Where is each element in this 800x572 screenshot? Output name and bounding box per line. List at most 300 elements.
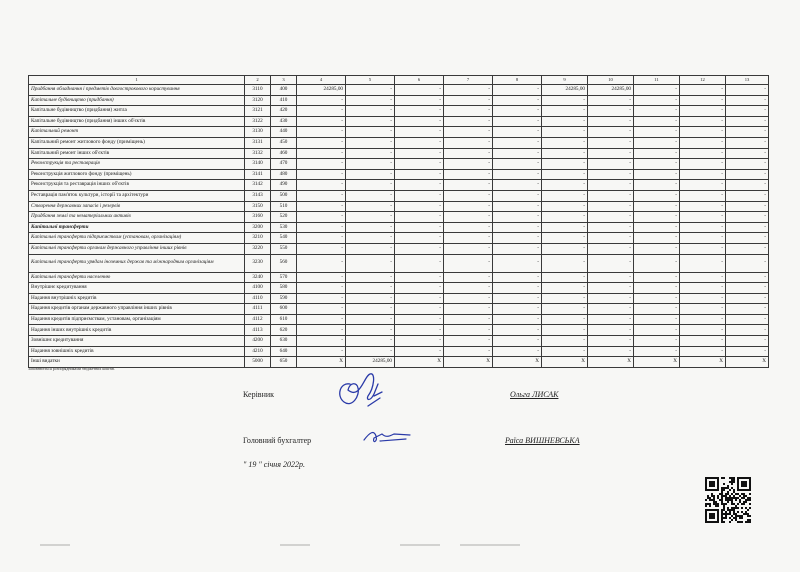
report-table (28, 75, 769, 368)
value-cell: - (726, 159, 769, 170)
value-cell: - (493, 95, 542, 106)
value-cell: - (726, 212, 769, 223)
value-cell: - (346, 243, 395, 254)
kekv-code: 4112 (245, 314, 271, 325)
value-cell: - (297, 243, 346, 254)
value-cell: - (634, 243, 680, 254)
value-cell: - (395, 254, 444, 272)
value-cell: - (588, 336, 634, 347)
value-cell: - (588, 293, 634, 304)
kekv-code: 3122 (245, 116, 271, 127)
value-cell: - (726, 325, 769, 336)
table-body (29, 85, 769, 368)
value-cell: - (444, 159, 493, 170)
value-cell: - (680, 283, 726, 294)
value-cell: - (395, 95, 444, 106)
value-cell: - (634, 159, 680, 170)
value-cell: - (444, 272, 493, 283)
value-cell: - (588, 222, 634, 233)
value-cell: - (444, 293, 493, 304)
value-cell: - (588, 116, 634, 127)
value-cell: - (680, 336, 726, 347)
value-cell: - (726, 283, 769, 294)
table-row (29, 314, 769, 325)
row-name: Надання внутрішніх кредитів (29, 293, 245, 304)
row-name: Капітальний ремонт житлового фонду (приміщень) (29, 137, 245, 148)
value-cell: - (346, 137, 395, 148)
kekv-code: 4210 (245, 346, 271, 357)
table-row (29, 336, 769, 347)
value-cell: - (346, 222, 395, 233)
value-cell: - (634, 137, 680, 148)
row-name: Зовнішнє кредитування (29, 336, 245, 347)
value-cell: - (588, 233, 634, 244)
value-cell: - (444, 169, 493, 180)
value-cell: - (680, 325, 726, 336)
value-cell: - (493, 233, 542, 244)
accountant-name: Раїса ВИШНЕВСЬКА (505, 436, 580, 445)
value-cell: - (588, 201, 634, 212)
value-cell: - (444, 243, 493, 254)
value-cell: - (297, 272, 346, 283)
value-cell: - (542, 222, 588, 233)
value-cell: - (493, 159, 542, 170)
value-cell: - (395, 190, 444, 201)
value-cell: - (395, 148, 444, 159)
line-code: 400 (271, 85, 297, 96)
value-cell: - (634, 233, 680, 244)
value-cell: - (395, 127, 444, 138)
value-cell: 24285,00 (346, 357, 395, 368)
value-cell: - (493, 212, 542, 223)
column-number-header: 3 (271, 76, 297, 85)
table-row (29, 201, 769, 212)
value-cell: - (542, 254, 588, 272)
value-cell: - (493, 127, 542, 138)
line-code: 560 (271, 254, 297, 272)
value-cell: - (493, 137, 542, 148)
value-cell: - (634, 272, 680, 283)
value-cell: - (726, 304, 769, 315)
value-cell: - (542, 314, 588, 325)
value-cell: - (297, 127, 346, 138)
value-cell: - (395, 314, 444, 325)
value-cell: - (444, 233, 493, 244)
value-cell: - (493, 243, 542, 254)
value-cell: - (346, 254, 395, 272)
kekv-code: 4200 (245, 336, 271, 347)
value-cell: - (493, 106, 542, 117)
value-cell: - (726, 293, 769, 304)
value-cell: - (542, 272, 588, 283)
value-cell: - (395, 325, 444, 336)
value-cell: - (634, 180, 680, 191)
value-cell: - (588, 254, 634, 272)
value-cell: - (297, 222, 346, 233)
row-name: Капітальні трансферти урядам іноземних держав та міжнародним організаціям (29, 254, 245, 272)
column-number-header: 13 (726, 76, 769, 85)
line-code: 630 (271, 336, 297, 347)
value-cell: - (444, 325, 493, 336)
value-cell: - (588, 95, 634, 106)
value-cell: - (493, 85, 542, 96)
value-cell: - (493, 325, 542, 336)
value-cell: 24285,00 (588, 85, 634, 96)
value-cell: - (680, 243, 726, 254)
value-cell: - (634, 325, 680, 336)
value-cell: - (588, 106, 634, 117)
column-number-header: 1 (29, 76, 245, 85)
value-cell: - (297, 137, 346, 148)
line-code: 590 (271, 293, 297, 304)
value-cell: - (542, 304, 588, 315)
table-row (29, 254, 769, 272)
value-cell: - (444, 137, 493, 148)
value-cell: - (634, 254, 680, 272)
kekv-code: 3132 (245, 148, 271, 159)
value-cell: - (726, 116, 769, 127)
value-cell: - (395, 222, 444, 233)
value-cell: - (346, 148, 395, 159)
row-name: Капітальне будівництво (придбання) житла (29, 106, 245, 117)
accountant-signature (360, 426, 420, 448)
value-cell: - (346, 233, 395, 244)
value-cell: - (444, 254, 493, 272)
row-name: Реконструкція та реставрація (29, 159, 245, 170)
row-name: Капітальні трансферти (29, 222, 245, 233)
value-cell: - (588, 159, 634, 170)
director-signature (330, 366, 390, 416)
kekv-code: 3120 (245, 95, 271, 106)
value-cell: - (444, 222, 493, 233)
value-cell: - (297, 148, 346, 159)
document-date: " 19 " січня 2022р. (243, 460, 305, 469)
value-cell: - (634, 201, 680, 212)
value-cell: - (395, 180, 444, 191)
kekv-code: 3240 (245, 272, 271, 283)
column-number-header: 4 (297, 76, 346, 85)
value-cell: - (297, 116, 346, 127)
value-cell: - (542, 336, 588, 347)
value-cell: - (726, 106, 769, 117)
value-cell: - (726, 85, 769, 96)
table-row (29, 233, 769, 244)
value-cell: - (444, 190, 493, 201)
value-cell: - (634, 169, 680, 180)
value-cell: - (542, 346, 588, 357)
line-code: 430 (271, 116, 297, 127)
column-number-header: 12 (680, 76, 726, 85)
value-cell: - (680, 159, 726, 170)
value-cell: - (680, 254, 726, 272)
kekv-code: 5000 (245, 357, 271, 368)
value-cell: - (726, 222, 769, 233)
value-cell: - (588, 283, 634, 294)
value-cell: - (588, 325, 634, 336)
table-row (29, 304, 769, 315)
value-cell: - (346, 190, 395, 201)
value-cell: - (634, 212, 680, 223)
qr-code (705, 477, 751, 523)
column-number-header: 5 (346, 76, 395, 85)
line-code: 610 (271, 314, 297, 325)
value-cell: - (542, 233, 588, 244)
value-cell: - (395, 159, 444, 170)
value-cell: - (346, 85, 395, 96)
value-cell: - (493, 148, 542, 159)
value-cell: - (395, 169, 444, 180)
value-cell: - (346, 127, 395, 138)
value-cell: - (542, 325, 588, 336)
kekv-code: 4113 (245, 325, 271, 336)
line-code: 640 (271, 346, 297, 357)
value-cell: - (493, 283, 542, 294)
value-cell: - (680, 169, 726, 180)
value-cell: - (346, 169, 395, 180)
value-cell: - (493, 272, 542, 283)
row-name: Капітальні трансферти населенню (29, 272, 245, 283)
value-cell: - (726, 201, 769, 212)
table-row (29, 148, 769, 159)
value-cell: - (680, 293, 726, 304)
value-cell: - (444, 212, 493, 223)
line-code: 650 (271, 357, 297, 368)
kekv-code: 3110 (245, 85, 271, 96)
value-cell: - (493, 314, 542, 325)
value-cell: - (346, 212, 395, 223)
line-code: 550 (271, 243, 297, 254)
table-row (29, 325, 769, 336)
row-name: Капітальне будівництво (придбання) (29, 95, 245, 106)
value-cell: - (588, 272, 634, 283)
value-cell: - (542, 190, 588, 201)
value-cell: - (493, 336, 542, 347)
value-cell: - (346, 116, 395, 127)
line-code: 500 (271, 190, 297, 201)
column-number-header: 7 (444, 76, 493, 85)
line-code: 530 (271, 222, 297, 233)
value-cell: - (346, 180, 395, 191)
line-code: 600 (271, 304, 297, 315)
value-cell: - (493, 254, 542, 272)
value-cell: - (395, 233, 444, 244)
value-cell: - (297, 169, 346, 180)
value-cell: - (726, 314, 769, 325)
table-row (29, 106, 769, 117)
row-name: Надання зовнішніх кредитів (29, 346, 245, 357)
value-cell: - (444, 346, 493, 357)
value-cell: - (542, 212, 588, 223)
value-cell: - (444, 180, 493, 191)
value-cell: - (493, 169, 542, 180)
row-name: Надання кредитів підприємствам, установам, організаціям (29, 314, 245, 325)
column-number-header: 9 (542, 76, 588, 85)
value-cell: - (444, 148, 493, 159)
value-cell: - (395, 201, 444, 212)
value-cell: - (542, 116, 588, 127)
value-cell: X (542, 357, 588, 368)
value-cell: - (346, 283, 395, 294)
value-cell: - (680, 148, 726, 159)
kekv-code: 3142 (245, 180, 271, 191)
table-row (29, 127, 769, 138)
value-cell: - (588, 148, 634, 159)
value-cell: - (588, 127, 634, 138)
value-cell: - (346, 106, 395, 117)
row-name: Реконструкція житлового фонду (приміщень) (29, 169, 245, 180)
value-cell: - (444, 106, 493, 117)
value-cell: - (634, 148, 680, 159)
value-cell: - (680, 85, 726, 96)
value-cell: 24285,00 (297, 85, 346, 96)
value-cell: - (680, 127, 726, 138)
value-cell: - (680, 180, 726, 191)
value-cell: - (726, 254, 769, 272)
table-row (29, 243, 769, 254)
value-cell: - (542, 293, 588, 304)
kekv-code: 3210 (245, 233, 271, 244)
row-name: Капітальні трансферти органам державного управління інших рівнів (29, 243, 245, 254)
column-number-header: 11 (634, 76, 680, 85)
value-cell: - (493, 304, 542, 315)
value-cell: - (542, 137, 588, 148)
value-cell: - (726, 148, 769, 159)
value-cell: - (395, 243, 444, 254)
value-cell: - (726, 243, 769, 254)
table-row (29, 169, 769, 180)
table-row (29, 346, 769, 357)
value-cell: - (444, 85, 493, 96)
table-row (29, 159, 769, 170)
value-cell: - (634, 304, 680, 315)
value-cell: X (680, 357, 726, 368)
kekv-code: 4111 (245, 304, 271, 315)
line-code: 410 (271, 95, 297, 106)
value-cell: - (444, 127, 493, 138)
value-cell: - (444, 201, 493, 212)
line-code: 540 (271, 233, 297, 244)
kekv-code: 3160 (245, 212, 271, 223)
line-code: 460 (271, 148, 297, 159)
value-cell: - (395, 137, 444, 148)
row-name: Надання інших внутрішніх кредитів (29, 325, 245, 336)
kekv-code: 3121 (245, 106, 271, 117)
table-row (29, 116, 769, 127)
value-cell: - (297, 106, 346, 117)
value-cell: - (680, 222, 726, 233)
value-cell: - (346, 201, 395, 212)
line-code: 580 (271, 283, 297, 294)
value-cell: - (297, 212, 346, 223)
value-cell: X (588, 357, 634, 368)
value-cell: - (726, 180, 769, 191)
value-cell: - (542, 283, 588, 294)
kekv-code: 3150 (245, 201, 271, 212)
value-cell: - (346, 293, 395, 304)
value-cell: - (542, 95, 588, 106)
value-cell: - (297, 314, 346, 325)
value-cell: - (680, 137, 726, 148)
value-cell: - (634, 127, 680, 138)
kekv-code: 3130 (245, 127, 271, 138)
value-cell: - (634, 116, 680, 127)
value-cell: - (542, 106, 588, 117)
kekv-code: 3131 (245, 137, 271, 148)
value-cell: - (297, 283, 346, 294)
value-cell: X (444, 357, 493, 368)
value-cell: - (542, 243, 588, 254)
kekv-code: 3230 (245, 254, 271, 272)
value-cell: - (634, 106, 680, 117)
value-cell: - (588, 314, 634, 325)
line-code: 470 (271, 159, 297, 170)
value-cell: - (493, 116, 542, 127)
column-number-header: 10 (588, 76, 634, 85)
table-row (29, 283, 769, 294)
column-number-header: 6 (395, 76, 444, 85)
value-cell: - (726, 95, 769, 106)
value-cell: - (493, 346, 542, 357)
value-cell: X (297, 357, 346, 368)
value-cell: - (395, 106, 444, 117)
value-cell: - (444, 116, 493, 127)
row-name: Капітальний ремонт (29, 127, 245, 138)
line-code: 620 (271, 325, 297, 336)
row-name: Капітальний ремонт інших об'єктів (29, 148, 245, 159)
table-row (29, 293, 769, 304)
value-cell: - (395, 85, 444, 96)
director-label: Керівник (243, 390, 275, 399)
value-cell: - (395, 116, 444, 127)
row-name: Внутрішнє кредитування (29, 283, 245, 294)
line-code: 570 (271, 272, 297, 283)
value-cell: - (297, 304, 346, 315)
value-cell: - (542, 159, 588, 170)
value-cell: - (346, 304, 395, 315)
value-cell: - (297, 346, 346, 357)
value-cell: - (680, 314, 726, 325)
value-cell: - (634, 346, 680, 357)
value-cell: - (297, 95, 346, 106)
table-row (29, 95, 769, 106)
value-cell: - (680, 304, 726, 315)
value-cell: - (634, 95, 680, 106)
value-cell: - (395, 346, 444, 357)
value-cell: - (726, 272, 769, 283)
value-cell: - (297, 180, 346, 191)
value-cell: - (634, 314, 680, 325)
kekv-code: 4100 (245, 283, 271, 294)
value-cell: - (588, 137, 634, 148)
value-cell: X (726, 357, 769, 368)
kekv-code: 3143 (245, 190, 271, 201)
value-cell: - (680, 212, 726, 223)
value-cell: - (493, 180, 542, 191)
value-cell: - (297, 201, 346, 212)
column-number-header: 8 (493, 76, 542, 85)
value-cell: - (395, 293, 444, 304)
value-cell: - (542, 201, 588, 212)
value-cell: - (726, 190, 769, 201)
value-cell: - (634, 336, 680, 347)
scan-artifact-strip (40, 541, 680, 549)
value-cell: - (395, 336, 444, 347)
row-name: Капітальне будівництво (придбання) інших об'єктів (29, 116, 245, 127)
value-cell: - (726, 346, 769, 357)
footnote: Заповнюється розпорядниками бюджетних коштів. (28, 366, 115, 371)
value-cell: - (588, 243, 634, 254)
value-cell: - (726, 127, 769, 138)
